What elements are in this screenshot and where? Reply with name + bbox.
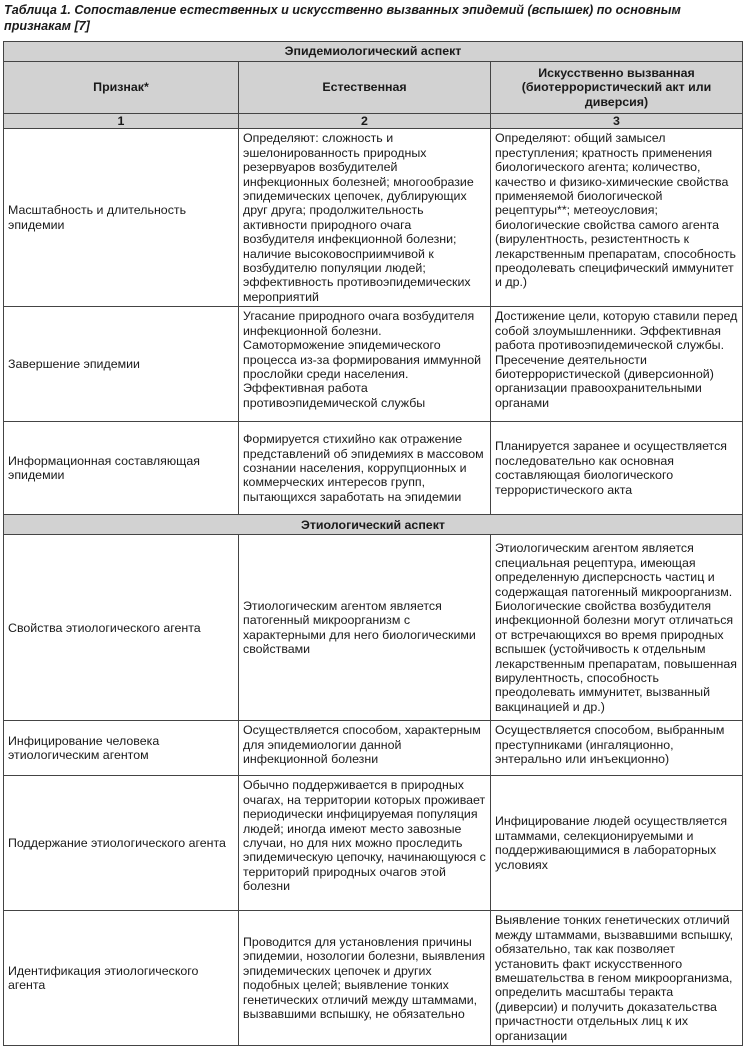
table-caption: Таблица 1. Сопоставление естественных и искусственно вызванных эпидемий (вспышек) по основным признакам [7] <box>4 3 681 33</box>
section-epidemiological: Эпидемиологический аспект <box>4 42 743 62</box>
header-sign: Признак* <box>4 62 239 114</box>
table-row <box>4 776 743 911</box>
section-row <box>4 42 743 62</box>
row-sign: Инфицирование человека этиологическим агентом <box>4 721 239 776</box>
row-artificial: Осуществляется способом, выбранным преступниками (ингаляционно, энтерально или инъекционно) <box>491 721 743 776</box>
column-number-1: 1 <box>4 114 239 129</box>
column-number-row <box>4 114 743 129</box>
header-artificial: Искусственно вызванная (биотеррористический акт или диверсия) <box>491 62 743 114</box>
table-row <box>4 721 743 776</box>
comparison-table <box>3 41 743 1046</box>
row-artificial: Достижение цели, которую ставили перед собой злоумышленники. Эффективная работа противоэпидемической службы. Пресечение деятельности биотеррористической (диверсионной) организации правоохранительными органами <box>491 307 743 422</box>
row-artificial: Определяют: общий замысел преступления; кратность применения биологического агента; количество, качество и физико-химические свойства применяемой биологической рецептуры**; метеоусловия; биологические свойства самого агента (вирулентность, резистентность к лекарственным препаратам, способность преодолевать специфический иммунитет и др.) <box>491 129 743 307</box>
section-etiological: Этиологический аспект <box>4 515 743 535</box>
row-natural: Определяют: сложность и эшелонированность природных резервуаров возбудителей инфекционных болезней; многообразие эпидемических цепочек, дублирующих друг друга; продолжительность активности природного очага возбудителя инфекционной болезни; наличие высоковосприимчивой к возбудителю популяции людей; эффективность противоэпидемических мероприятий <box>239 129 491 307</box>
row-natural: Осуществляется способом, характерным для эпидемиологии данной инфекционной болезни <box>239 721 491 776</box>
table-row <box>4 911 743 1046</box>
row-artificial: Планируется заранее и осуществляется последовательно как основная составляющая биологического террористического акта <box>491 422 743 515</box>
row-natural: Обычно поддерживается в природных очагах, на территории которых проживает периодически инфицируемая популяция людей; иногда имеют место завозные случаи, но для них можно проследить эпидемическую цепочку, начинающуюся с территорий природных очагов этой болезни <box>239 776 491 911</box>
row-artificial: Этиологическим агентом является специальная рецептура, имеющая определенную дисперсность частиц и содержащая патогенный микроорганизм. Биологические свойства возбудителя инфекционной болезни могут отличаться от встречающихся во время природных вспышек (устойчивость к отдельным лекарственным препаратам, повышенная вирулентность, способность преодолевать иммунитет, вызванный вакцинацией и др.) <box>491 535 743 721</box>
row-natural: Формируется стихийно как отражение представлений об эпидемиях в массовом сознании населения, коррупционных и коммерческих интересов групп, пытающихся заработать на эпидемии <box>239 422 491 515</box>
table-row <box>4 129 743 307</box>
row-natural: Этиологическим агентом является патогенный микроорганизм с характерными для него биологическими свойствами <box>239 535 491 721</box>
table-row <box>4 422 743 515</box>
row-sign: Свойства этиологического агента <box>4 535 239 721</box>
row-artificial: Инфицирование людей осуществляется штаммами, селекционируемыми и поддерживающимися в лабораторных условиях <box>491 776 743 911</box>
header-natural: Естественная <box>239 62 491 114</box>
header-row <box>4 62 743 114</box>
table-row <box>4 535 743 721</box>
row-sign: Информационная составляющая эпидемии <box>4 422 239 515</box>
section-row <box>4 515 743 535</box>
row-natural: Проводится для установления причины эпидемии, нозологии болезни, выявления эпидемических цепочек и других подобных целей; выявление тонких генетических отличий между штаммами, вызвавшими вспышку, не обязательно <box>239 911 491 1046</box>
row-sign: Поддержание этиологического агента <box>4 776 239 911</box>
column-number-2: 2 <box>239 114 491 129</box>
row-sign: Завершение эпидемии <box>4 307 239 422</box>
column-number-3: 3 <box>491 114 743 129</box>
table-row <box>4 307 743 422</box>
row-sign: Масштабность и длительность эпидемии <box>4 129 239 307</box>
row-artificial: Выявление тонких генетических отличий между штаммами, вызвавшими вспышку, обязательно, так как позволяет установить факт искусственного вмешательства в геном микроорганизма, определить масштабы теракта (диверсии) и получить доказательства причастности отдельных лиц к их организации <box>491 911 743 1046</box>
row-natural: Угасание природного очага возбудителя инфекционной болезни. Самоторможение эпидемического процесса из-за формирования иммунной прослойки среди населения. Эффективная работа противоэпидемической службы <box>239 307 491 422</box>
row-sign: Идентификация этиологического агента <box>4 911 239 1046</box>
